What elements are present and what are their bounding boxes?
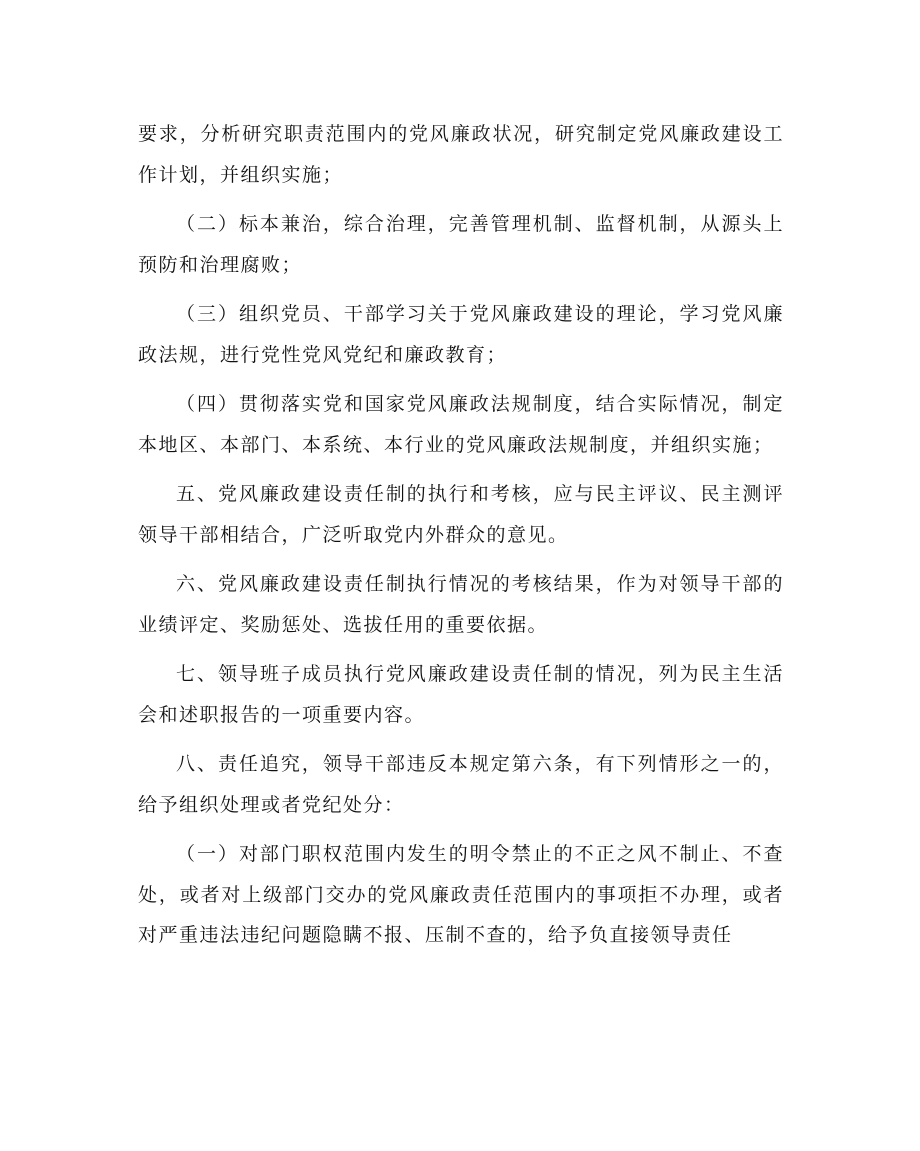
paragraph-article-7: 七、领导班子成员执行党风廉政建设责任制的情况，列为民主生活会和述职报告的一项重要内容。 [138,663,784,726]
document-body [138,114,784,965]
paragraph-item-2: （二）标本兼治，综合治理，完善管理机制、监督机制，从源头上预防和治理腐败； [138,213,784,276]
paragraph-article-5: 五、党风廉政建设责任制的执行和考核，应与民主评议、民主测评领导干部相结合，广泛听取党内外群众的意见。 [138,483,784,546]
paragraph-item-1: （一）对部门职权范围内发生的明令禁止的不正之风不制止、不查处，或者对上级部门交办的党风廉政责任范围内的事项拒不办理，或者对严重违法违纪问题隐瞒不报、压制不查的，给予负直接领导责任 [138,843,784,946]
paragraph-item-4: （四）贯彻落实党和国家党风廉政法规制度，结合实际情况，制定本地区、本部门、本系统、本行业的党风廉政法规制度，并组织实施； [138,393,784,456]
paragraph-item-3: （三）组织党员、干部学习关于党风廉政建设的理论，学习党风廉政法规，进行党性党风党纪和廉政教育； [138,303,784,366]
paragraph-continuation: 要求，分析研究职责范围内的党风廉政状况，研究制定党风廉政建设工作计划，并组织实施； [138,123,784,186]
paragraph-article-6: 六、党风廉政建设责任制执行情况的考核结果，作为对领导干部的业绩评定、奖励惩处、选拔任用的重要依据。 [138,573,784,636]
paragraph-article-8: 八、责任追究，领导干部违反本规定第六条，有下列情形之一的，给予组织处理或者党纪处分： [138,753,784,816]
